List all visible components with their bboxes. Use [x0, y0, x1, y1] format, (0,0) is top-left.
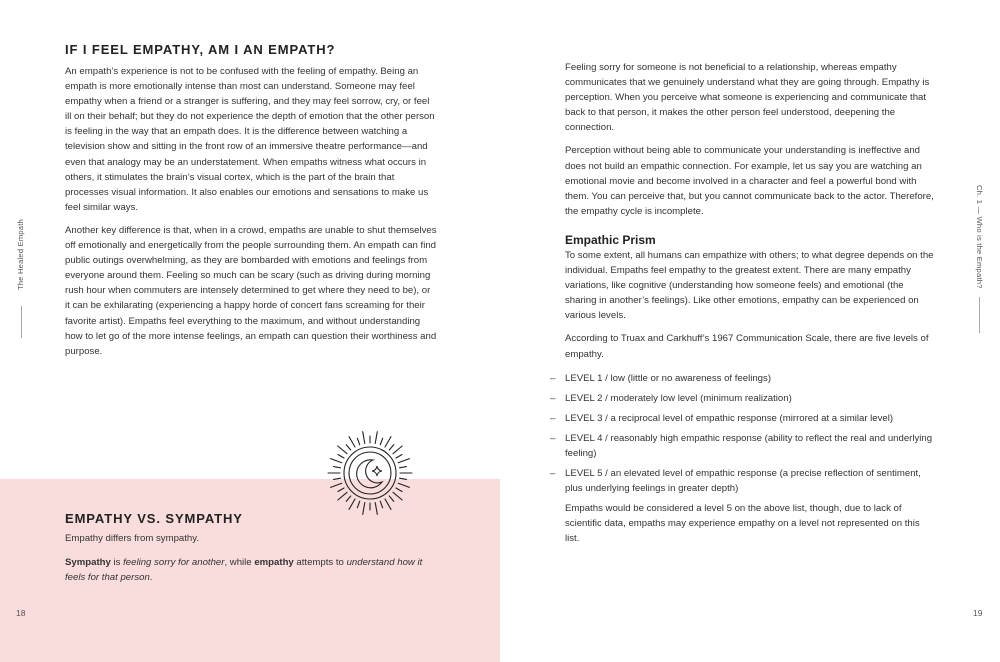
sun-ray — [338, 492, 347, 500]
list-item — [550, 466, 935, 496]
sun-ray — [331, 459, 342, 463]
running-head-left-text: The Healed Empath — [16, 219, 25, 290]
sun-ray — [349, 499, 355, 509]
sun-ray — [398, 483, 409, 487]
sun-ray — [398, 459, 409, 463]
left-column — [65, 42, 437, 359]
sidebar-heading: EMPATHY VS. SYMPATHY — [65, 511, 243, 526]
right-column — [550, 60, 935, 547]
sun-ray — [393, 492, 402, 500]
running-head-right-rule — [979, 297, 980, 333]
list-dash: – — [550, 468, 556, 480]
sun-ray — [331, 483, 342, 487]
sidebar-intro: Empathy differs from sympathy. — [65, 533, 200, 544]
list-item-text: LEVEL 5 / an elevated level of empathic response (a precise reflection of sentiment, plus underlying feelings in greater depth) — [565, 468, 921, 495]
sun-ray — [380, 501, 382, 508]
right-paragraph-1: Feeling sorry for someone is not beneficial to a relationship, whereas empathy communicates that we genuinely understand what they are going through. Empathy is perception. When you perceive what someone is experiencing and communicate that back to that person, it makes the other person feel understood, deepening the connection. — [565, 62, 930, 134]
sun-ray — [375, 432, 377, 444]
sun-ray — [338, 488, 344, 492]
sun-ray — [357, 501, 359, 508]
sun-ray — [400, 478, 407, 479]
list-dash: – — [550, 392, 556, 404]
sun-ray — [385, 437, 391, 447]
list-item — [550, 371, 935, 386]
list-item — [550, 431, 935, 461]
right-subheading: Empathic Prism — [565, 232, 656, 247]
left-paragraph-1: An empath’s experience is not to be confused with the feeling of empathy. Being an empath is more emotionally intense than most can understand. Someone may feel empathy when a friend or a stranger is suffering, and they may feel sorrow, cry, or feel ill on their behalf; but they do not experience the depth of emotion that the other person is feeling in the way that an empath does. It is the difference between watching a television show and sitting in the front row of an immersive theatre performance—and even that analogy may be an understatement. When empaths witness what occurs in others, it stimulates the brain’s visual cortex, which is the part of the brain that processes visual information. It also enables our emotions and sensations to make us feel similar ways. — [65, 66, 435, 213]
sun-ray — [334, 478, 341, 479]
running-head-right-text: Ch. 1 — Who is the Empath? — [975, 185, 984, 289]
definition-sympathy: feeling sorry for another — [123, 557, 225, 569]
levels-list — [550, 371, 935, 497]
list-dash: – — [550, 432, 556, 444]
term-sympathy: Sympathy — [65, 557, 111, 569]
sun-ray — [389, 496, 393, 501]
prism-paragraph-1: To some extent, all humans can empathize with others; to what degree depends on the individual. Empaths feel empathy to the greatest extent. There are many empathy variations, like cognitive (understanding how someone feels) and emotional (the sharing in another’s feelings). Like other emotions, empathy can be experienced on various levels. — [565, 249, 934, 322]
term-empathy: empathy — [254, 557, 294, 569]
sun-ray — [334, 467, 341, 468]
sun-ray — [357, 438, 359, 445]
sidebar-box — [65, 511, 437, 585]
running-head-left — [14, 218, 30, 338]
page-number-left: 18 — [16, 608, 26, 618]
list-dash: – — [550, 412, 556, 424]
left-heading: IF I FEEL EMPATHY, AM I AN EMPATH? — [65, 42, 336, 57]
sun-ray — [389, 445, 393, 450]
running-head-left-rule — [21, 306, 22, 338]
list-dash: – — [550, 372, 556, 384]
def-connector-is: is — [110, 557, 124, 569]
sun-moon-emblem-icon — [327, 430, 413, 516]
list-item-text: LEVEL 1 / low (little or no awareness of feelings) — [565, 372, 772, 384]
sun-ray — [338, 455, 344, 459]
sun-ray — [349, 437, 355, 447]
right-closing: Empaths would be considered a level 5 on the above list, though, due to lack of scientific data, empaths may experience empathy on a level not represented on this list. — [565, 503, 920, 545]
sun-ray — [363, 432, 365, 444]
right-paragraph-2: Perception without being able to communicate your understanding is ineffective and does not build an empathic connection. For example, let us say you are watching an emotional movie and become involved in a character and feel a powerful bond with them. You can perceive that, but you cannot communicate back to the actor. Therefore, the empathy cycle is incomplete. — [565, 145, 934, 217]
sun-ray — [396, 455, 402, 459]
list-item-text: LEVEL 4 / reasonably high empathic response (ability to reflect the real and underlying feeling) — [565, 432, 933, 459]
sun-ray — [393, 446, 402, 454]
running-head-right — [972, 185, 988, 335]
def-connector-attempts: attempts to — [293, 557, 347, 569]
sidebar-definition — [65, 555, 437, 585]
sun-ray — [346, 496, 350, 501]
list-item — [550, 411, 935, 426]
list-item — [550, 391, 935, 406]
sun-ray — [338, 446, 347, 454]
sun-ray — [400, 467, 407, 468]
def-connector-while: , while — [224, 557, 255, 569]
left-paragraph-2: Another key difference is that, when in a crowd, empaths are unable to shut themselves off emotionally and energetically from the people surrounding them. An empath can find public outings overwhelming, as they are bombarded with emotions and feelings from everyone around them. Feeling so much can be scary (such as driving during morning rush hour when commuters are intensely determined to get where they need to be), or it can be exhilarating (experiencing a happy horde of concert fans screaming for their favorite artist). Empaths feel everything to the maximum, and without understanding how to let go of the more intense feelings, an empath can question their worthiness and purpose. — [65, 224, 437, 357]
sun-ray — [385, 499, 391, 509]
list-item-text: LEVEL 3 / a reciprocal level of empathic response (mirrored at a similar level) — [565, 412, 894, 424]
definition-empathy: understand how it feels for that person — [65, 557, 423, 584]
sun-ray — [380, 438, 382, 445]
list-item-text: LEVEL 2 / moderately low level (minimum realization) — [565, 392, 792, 404]
def-period: . — [149, 572, 153, 584]
page-number-right: 19 — [973, 608, 983, 618]
sun-ray — [346, 445, 350, 450]
sun-ray — [396, 488, 402, 492]
prism-paragraph-2: According to Truax and Carkhuff’s 1967 Communication Scale, there are five levels of empathy. — [565, 333, 929, 360]
